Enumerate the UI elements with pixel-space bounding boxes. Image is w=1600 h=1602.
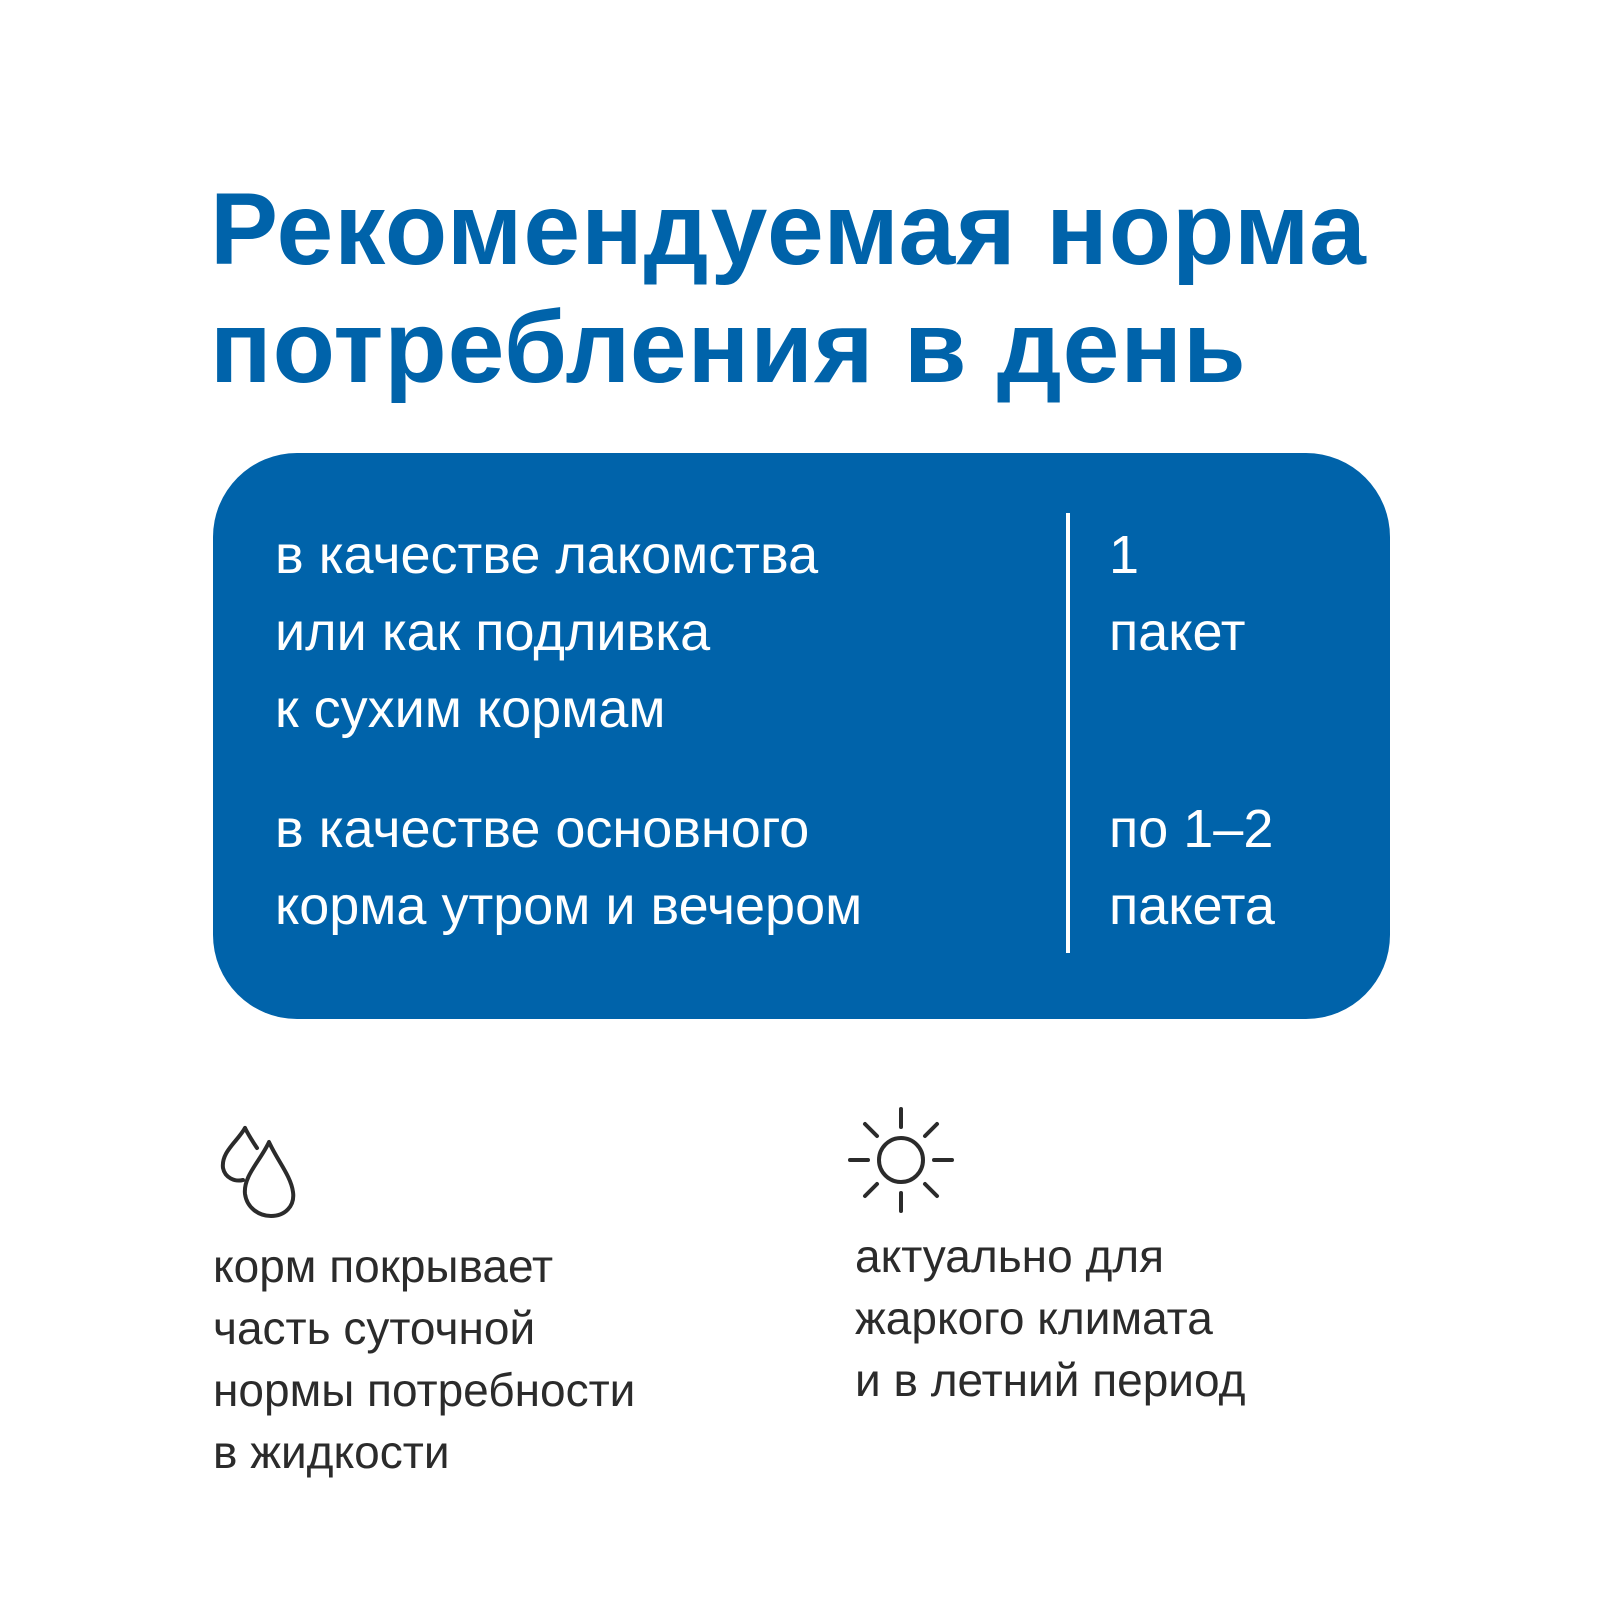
feature-hydration-text <box>213 1235 635 1483</box>
page-title <box>210 170 1460 406</box>
dosage-value-line: пакет <box>1109 602 1246 662</box>
feature-text-line: нормы потребности <box>213 1364 636 1416</box>
dosage-card <box>213 453 1390 1019</box>
feature-text-line: часть суточной <box>213 1302 536 1354</box>
dosage-value-treat <box>1109 517 1245 671</box>
page-title-line: потребления в день <box>210 290 1247 404</box>
water-drops-icon <box>213 1115 303 1225</box>
dosage-value-line: по 1–2 <box>1109 799 1274 859</box>
column-divider <box>1066 513 1070 953</box>
dosage-label-line: к сухим кормам <box>275 679 666 739</box>
feature-text-line: жаркого климата <box>855 1292 1213 1344</box>
dosage-label-line: или как подливка <box>275 602 711 662</box>
dosage-value-line: 1 <box>1109 525 1140 585</box>
feature-hydration <box>213 1115 635 1483</box>
dosage-value-main-food <box>1109 791 1275 945</box>
dosage-label-treat <box>275 517 818 748</box>
dosage-value-line: пакета <box>1109 876 1275 936</box>
dosage-label-line: корма утром и вечером <box>275 876 863 936</box>
sun-icon <box>846 1105 956 1215</box>
feature-text-line: и в летний период <box>855 1354 1246 1406</box>
dosage-label-line: в качестве лакомства <box>275 525 819 585</box>
feature-climate <box>855 1115 1245 1411</box>
page-title-line: Рекомендуемая норма <box>210 172 1367 286</box>
dosage-label-main-food <box>275 791 862 945</box>
feature-climate-text <box>855 1225 1245 1411</box>
feature-text-line: в жидкости <box>213 1426 450 1478</box>
feature-text-line: корм покрывает <box>213 1240 554 1292</box>
dosage-label-line: в качестве основного <box>275 799 810 859</box>
feature-text-line: актуально для <box>855 1230 1165 1282</box>
